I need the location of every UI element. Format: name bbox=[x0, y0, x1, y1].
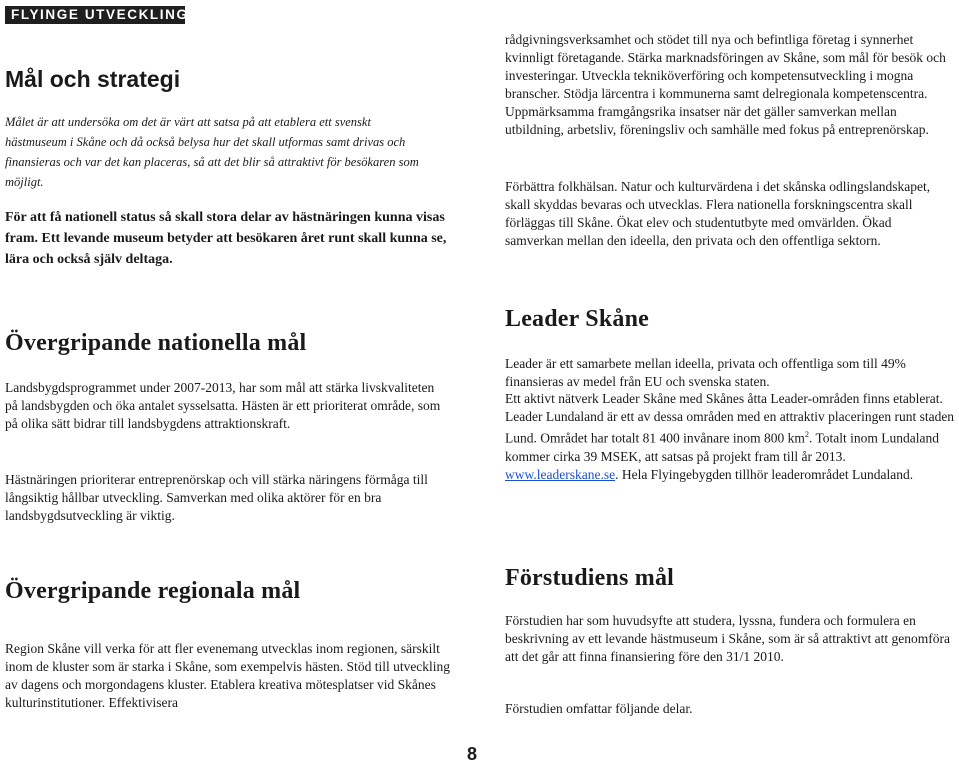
forstudie-paragraph-2: Förstudien omfattar följande delar. bbox=[505, 701, 693, 716]
leader-paragraph-2-text-mid: . Totalt inom Lundaland kommer cirka 39 MSEK, att satsas på projekt fram till år 2013. bbox=[505, 430, 939, 464]
heading-mal-och-strategi: Mål och strategi bbox=[5, 66, 181, 92]
nationella-paragraph-1: Landsbygdsprogrammet under 2007-2013, har som mål att stärka livskvaliteten på landsbygden och öka antalet sysselsatta. Hästen är ett prioriterat område, som på olika sätt bidrar till landsbygdens attraktionskraft. bbox=[5, 380, 441, 431]
regionala-continued-paragraph: rådgivningsverksamhet och stödet till nya och befintliga företag i synnerhet kvinnligt företagande. Stärka marknadsföringen av Skåne, som mål för besök och investeringar. Utveckla tekniköverföring och kompetensutveckling i mogna branscher. Stödja lärcentra i kommunerna samt delregionala kompetenscentra. Uppmärksamma framgångsrika insatser när det gäller samverkan mellan utbildning, arbetsliv, föreningsliv och samhälle med fokus på entreprenörskap. bbox=[505, 32, 946, 137]
goal-italic-paragraph: Målet är att undersöka om det är värt att satsa på att etablera ett svenskt hästmuseum i Skåne och då också belysa hur det skall utformas samt drivas och finansieras och var det kan placeras, så att det blir så attraktivt för besökaren som möjligt. bbox=[5, 115, 419, 189]
heading-nationella-mal: Övergripande nationella mål bbox=[5, 330, 307, 356]
heading-forstudiens-mal: Förstudiens mål bbox=[505, 565, 675, 591]
regionala-paragraph-1: Region Skåne vill verka för att fler evenemang utvecklas inom regionen, särskilt inom de kluster som är starka i Skåne, som exempelvis hästen. Stöd till utveckling av dagens och morgondagens kluster. Etablera kreativa mötesplatser vid Skånes kulturinstitutioner. Effektivisera bbox=[5, 641, 451, 710]
page-number: 8 bbox=[467, 744, 478, 764]
leader-paragraph-2-text-end: . Hela Flyingebygden tillhör leaderområdet Lundaland. bbox=[615, 466, 914, 482]
heading-regionala-mal: Övergripande regionala mål bbox=[5, 578, 301, 604]
km-superscript: 2 bbox=[804, 430, 809, 439]
leader-paragraph-2-text: Ett aktivt nätverk Leader Skåne med Skånes åtta Leader-områden finns etablerat. Leader Lundaland är ett av dessa områden med en attraktiv placeringen runt staden Lund. Området har totalt 81 400 invånare inom 800 km bbox=[505, 391, 955, 446]
heading-leader-skane: Leader Skåne bbox=[505, 306, 649, 332]
leader-paragraph-2 bbox=[505, 390, 955, 484]
nationella-paragraph-2: Hästnäringen prioriterar entreprenörskap och vill stärka näringens förmåga till långsiktig hållbar utveckling. Samverkan med olika aktörer för en bra landsbygdsutveckling är viktig. bbox=[5, 472, 428, 523]
regionala-continued-paragraph-2: Förbättra folkhälsan. Natur och kulturvärdena i det skånska odlingslandskapet, skall skyddas bevaras och utvecklas. Flera nationella forskningscentra skall förläggas till Skåne. Ökat elev och studentutbyte med omvärlden. Ökad samverkan mellan den ideella, den privata och den offentliga sektorn. bbox=[505, 179, 931, 248]
flyinge-logo: FLYINGE UTVECKLING bbox=[5, 6, 185, 24]
leader-paragraph-1: Leader är ett samarbete mellan ideella, privata och offentliga som till 49% finansieras av medel från EU och svenska staten. bbox=[505, 356, 906, 389]
leaderskane-link[interactable]: www.leaderskane.se bbox=[505, 466, 616, 482]
forstudie-paragraph-1: Förstudien har som huvudsyfte att studera, lyssna, fundera och formulera en beskrivning av ett levande hästmuseum i Skåne, som är så attraktivt att genomföra att det går att finna finansiering före den 31/1 2010. bbox=[505, 613, 951, 664]
national-status-paragraph: För att få nationell status så skall stora delar av hästnäringen kunna visas fram. Ett levande museum betyder att besökaren året runt skall kunna se, lära och också själv deltaga. bbox=[5, 210, 447, 267]
